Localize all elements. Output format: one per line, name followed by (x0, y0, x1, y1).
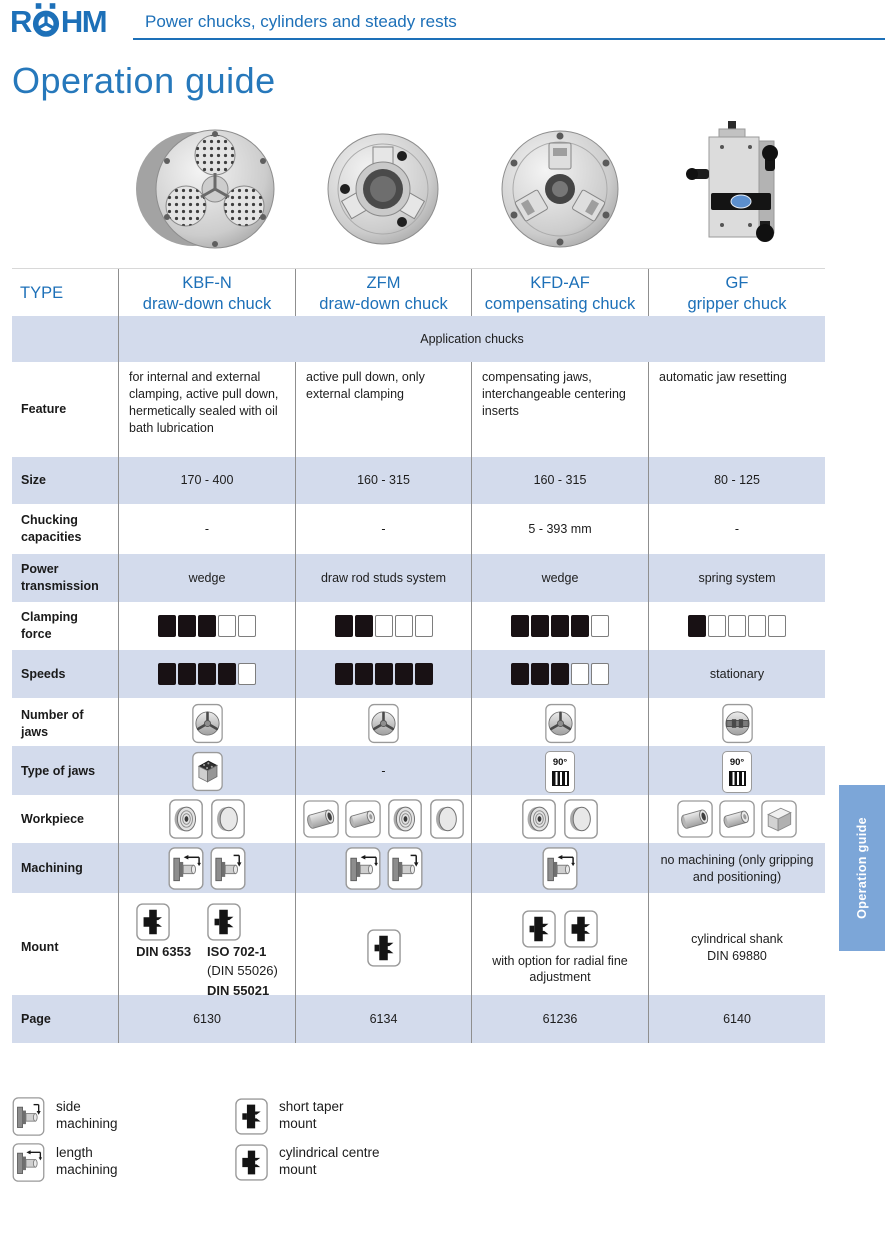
clamping-force-rating-kfd-af (511, 615, 609, 637)
tube-workpiece-icon (303, 799, 339, 839)
rohm-logo (10, 3, 106, 37)
column-subtitle: gripper chuck (687, 294, 787, 313)
photo-cell-zfm (295, 114, 472, 264)
gf-chuck-photo (662, 117, 812, 261)
comparison-table (12, 268, 825, 1043)
speeds-cell-gf: stationary (648, 650, 825, 698)
table-row-feature (12, 362, 825, 457)
mount-standard: DIN 6353 (136, 944, 192, 959)
table-row-workpiece (12, 795, 825, 843)
page-cell-kbf-n: 6130 (118, 995, 295, 1043)
table-row-chucking-capacities (12, 504, 825, 554)
side-machining-icon (210, 847, 246, 890)
workpiece-cell-gf (648, 795, 825, 843)
jaws-number-cell-gf (648, 698, 825, 749)
size-cell-kbf-n: 170 - 400 (118, 457, 295, 504)
row-label-mount: Mount (21, 940, 59, 955)
table-row-mount (12, 893, 825, 998)
length-machining-icon (12, 1143, 45, 1182)
chucking-cell-gf: - (648, 504, 825, 554)
legend-label: cylindrical centre (279, 1145, 380, 1161)
machining-cell-kfd-af (471, 843, 648, 894)
clamping-force-rating-gf (688, 615, 786, 637)
speeds-cell-zfm (295, 650, 471, 698)
length-machining-icon (168, 847, 204, 890)
table-row-type-of-jaws (12, 746, 825, 795)
feature-cell-kbf-n: for internal and external clamping, active pull down, hermetically sealed with oil bath lubrication (118, 362, 295, 457)
table-row-power-transmission (12, 554, 825, 602)
row-label-type-of-jaws: Type of jaws (21, 764, 96, 779)
legend-label: mount (279, 1162, 317, 1177)
jaws-type-cell-kfd-af (471, 746, 648, 797)
short-taper-mount-icon (522, 910, 556, 948)
shaft-workpiece-icon (719, 799, 755, 839)
side-tab-label: Operation guide (855, 817, 869, 919)
application-merged-cell: Application chucks (118, 316, 825, 362)
size-cell-zfm: 160 - 315 (295, 457, 471, 504)
table-row-speeds (12, 650, 825, 698)
legend-item-cylindrical-centre-mount (235, 1143, 458, 1182)
jaws-number-cell-zfm (295, 698, 471, 749)
length-machining-icon (542, 847, 578, 890)
header-subtitle: Power chucks, cylinders and steady rests (145, 12, 457, 31)
mount-cell-gf (648, 893, 825, 1003)
row-label-clamping: Clamping force (21, 610, 78, 641)
legend-item-short-taper-mount (235, 1097, 458, 1136)
legend-label: machining (56, 1162, 118, 1177)
ring-workpiece-icon (168, 799, 204, 839)
column-subtitle: compensating chuck (484, 294, 636, 313)
column-header-zfm (295, 269, 471, 318)
three-jaw-chuck-icon (545, 702, 576, 745)
row-label-workpiece: Workpiece (21, 811, 84, 826)
mount-gf-line1: cylindrical shank (691, 932, 783, 946)
type-header-label: TYPE (20, 284, 64, 303)
clamping-cell-kbf-n (118, 602, 295, 650)
page-title: Operation guide (12, 60, 276, 101)
clamping-cell-kfd-af (471, 602, 648, 650)
column-header-gf (648, 269, 825, 318)
legend-label: length (56, 1145, 93, 1161)
operation-guide-side-tab (839, 785, 885, 951)
jaws-type-cell-kbf-n (118, 746, 295, 797)
kfd-af-chuck-photo (485, 117, 635, 261)
legend-item-length-machining (12, 1143, 235, 1182)
short-taper-mount-icon (207, 903, 241, 941)
legend-label: side (56, 1099, 81, 1115)
speeds-rating-zfm (335, 663, 433, 685)
speeds-cell-kbf-n (118, 650, 295, 698)
application-label-spacer (12, 316, 118, 362)
mount-cell-zfm (295, 893, 471, 1003)
rohm-logo-text-hm: HM (60, 4, 107, 39)
legend-label: machining (56, 1116, 118, 1131)
jaws-type-cell-zfm: - (295, 746, 471, 797)
two-jaw-chuck-icon (722, 702, 753, 745)
side-machining-icon (12, 1097, 45, 1136)
serration-stripes (729, 771, 746, 786)
short-taper-mount-icon (235, 1097, 268, 1136)
column-subtitle: draw-down chuck (319, 294, 448, 313)
table-row-size (12, 457, 825, 504)
power-cell-gf: spring system (648, 554, 825, 602)
kbf-n-chuck-photo (131, 117, 281, 261)
row-label-number-of-jaws: Number of jaws (21, 707, 84, 739)
row-label-page: Page (21, 1011, 51, 1026)
page-cell-gf: 6140 (648, 995, 825, 1043)
jaws-type-cell-gf (648, 746, 825, 797)
clamping-force-rating-zfm (335, 615, 433, 637)
workpiece-cell-zfm (295, 795, 471, 843)
zfm-chuck-photo (308, 117, 458, 261)
disc-workpiece-icon (210, 799, 246, 839)
feature-cell-zfm: active pull down, only external clamping (295, 362, 471, 457)
table-row-clamping-force (12, 602, 825, 650)
clamping-cell-zfm (295, 602, 471, 650)
column-header-kbf-n (118, 269, 295, 318)
power-cell-zfm: draw rod studs system (295, 554, 471, 602)
mount-gf-line2: DIN 69880 (707, 948, 767, 963)
product-photos-row (118, 114, 825, 264)
jaws-number-cell-kfd-af (471, 698, 648, 749)
photo-cell-kfd-af (472, 114, 649, 264)
mount-cell-kbf-n (118, 893, 295, 1003)
column-name: GF (725, 274, 749, 292)
column-header-kfd-af (471, 269, 648, 318)
workpiece-cell-kbf-n (118, 795, 295, 843)
workpiece-cell-kfd-af (471, 795, 648, 843)
machining-cell-zfm (295, 843, 471, 894)
column-subtitle: draw-down chuck (142, 294, 272, 313)
clamping-cell-gf (648, 602, 825, 650)
jaws-number-cell-kbf-n (118, 698, 295, 749)
short-taper-mount-icon (367, 929, 401, 967)
ring-workpiece-icon (387, 799, 423, 839)
monoblock-jaw-icon (192, 750, 223, 793)
rohm-logo-chuck-icon (32, 3, 60, 37)
shaft-workpiece-icon (345, 799, 381, 839)
mount-standard: DIN 55021 (207, 982, 270, 998)
icon-legend (12, 1093, 458, 1185)
speeds-cell-kfd-af (471, 650, 648, 698)
photo-cell-gf (648, 114, 825, 264)
cube-workpiece-icon (761, 799, 797, 839)
rohm-logo-text-r: R (10, 4, 31, 39)
column-name: KFD-AF (530, 274, 590, 292)
page-cell-kfd-af: 61236 (471, 995, 648, 1043)
chucking-cell-kfd-af: 5 - 393 mm (471, 504, 648, 554)
row-label-machining: Machining (21, 861, 83, 876)
clamping-force-rating-kbf-n (158, 615, 256, 637)
table-row-number-of-jaws (12, 698, 825, 746)
legend-item-side-machining (12, 1097, 235, 1136)
legend-label: short taper (279, 1099, 344, 1115)
cylindrical-centre-mount-icon (564, 910, 598, 948)
cylindrical-centre-mount-icon (235, 1143, 268, 1182)
machining-cell-kbf-n (118, 843, 295, 894)
photo-cell-kbf-n (118, 114, 295, 264)
serrated-90-jaw-icon (722, 751, 752, 793)
length-machining-icon (345, 847, 381, 890)
ninety-degree-label: 90° (729, 756, 745, 768)
row-label-size: Size (21, 473, 47, 488)
disc-workpiece-icon (563, 799, 599, 839)
chucking-cell-kbf-n: - (118, 504, 295, 554)
power-cell-kbf-n: wedge (118, 554, 295, 602)
cylindrical-centre-mount-icon (136, 903, 170, 941)
header-rule (133, 38, 885, 40)
side-machining-icon (387, 847, 423, 890)
mount-caption: with option for radial fine adjustment (492, 953, 628, 985)
machining-cell-gf: no machining (only gripping and positioning) (648, 843, 825, 894)
size-cell-gf: 80 - 125 (648, 457, 825, 504)
row-label-speeds: Speeds (21, 666, 66, 681)
mount-standard: ISO 702-1 (207, 944, 267, 959)
legend-label: mount (279, 1116, 317, 1131)
table-row-page (12, 995, 825, 1043)
mount-standard: (DIN 55026) (207, 963, 278, 979)
page-cell-zfm: 6134 (295, 995, 471, 1043)
serration-stripes (552, 771, 569, 786)
row-label-feature: Feature (21, 402, 67, 417)
speeds-rating-kfd-af (511, 663, 609, 685)
column-name: ZFM (366, 274, 401, 292)
column-name: KBF-N (182, 274, 232, 292)
feature-cell-gf: automatic jaw resetting (648, 362, 825, 457)
power-cell-kfd-af: wedge (471, 554, 648, 602)
mount-cell-kfd-af (471, 893, 648, 1003)
tube-workpiece-icon (677, 799, 713, 839)
row-label-power: Power transmission (21, 562, 99, 593)
ninety-degree-label: 90° (552, 756, 568, 768)
table-row-application (12, 316, 825, 362)
table-row-type-header (12, 269, 825, 316)
table-row-machining (12, 843, 825, 893)
three-jaw-chuck-icon (368, 702, 399, 745)
chucking-cell-zfm: - (295, 504, 471, 554)
three-jaw-chuck-icon (192, 702, 223, 745)
row-label-chucking: Chucking capacities (21, 513, 82, 544)
speeds-rating-kbf-n (158, 663, 256, 685)
feature-cell-kfd-af: compensating jaws, interchangeable centering inserts (471, 362, 648, 457)
serrated-90-jaw-icon (545, 751, 575, 793)
disc-workpiece-icon (429, 799, 465, 839)
size-cell-kfd-af: 160 - 315 (471, 457, 648, 504)
ring-workpiece-icon (521, 799, 557, 839)
